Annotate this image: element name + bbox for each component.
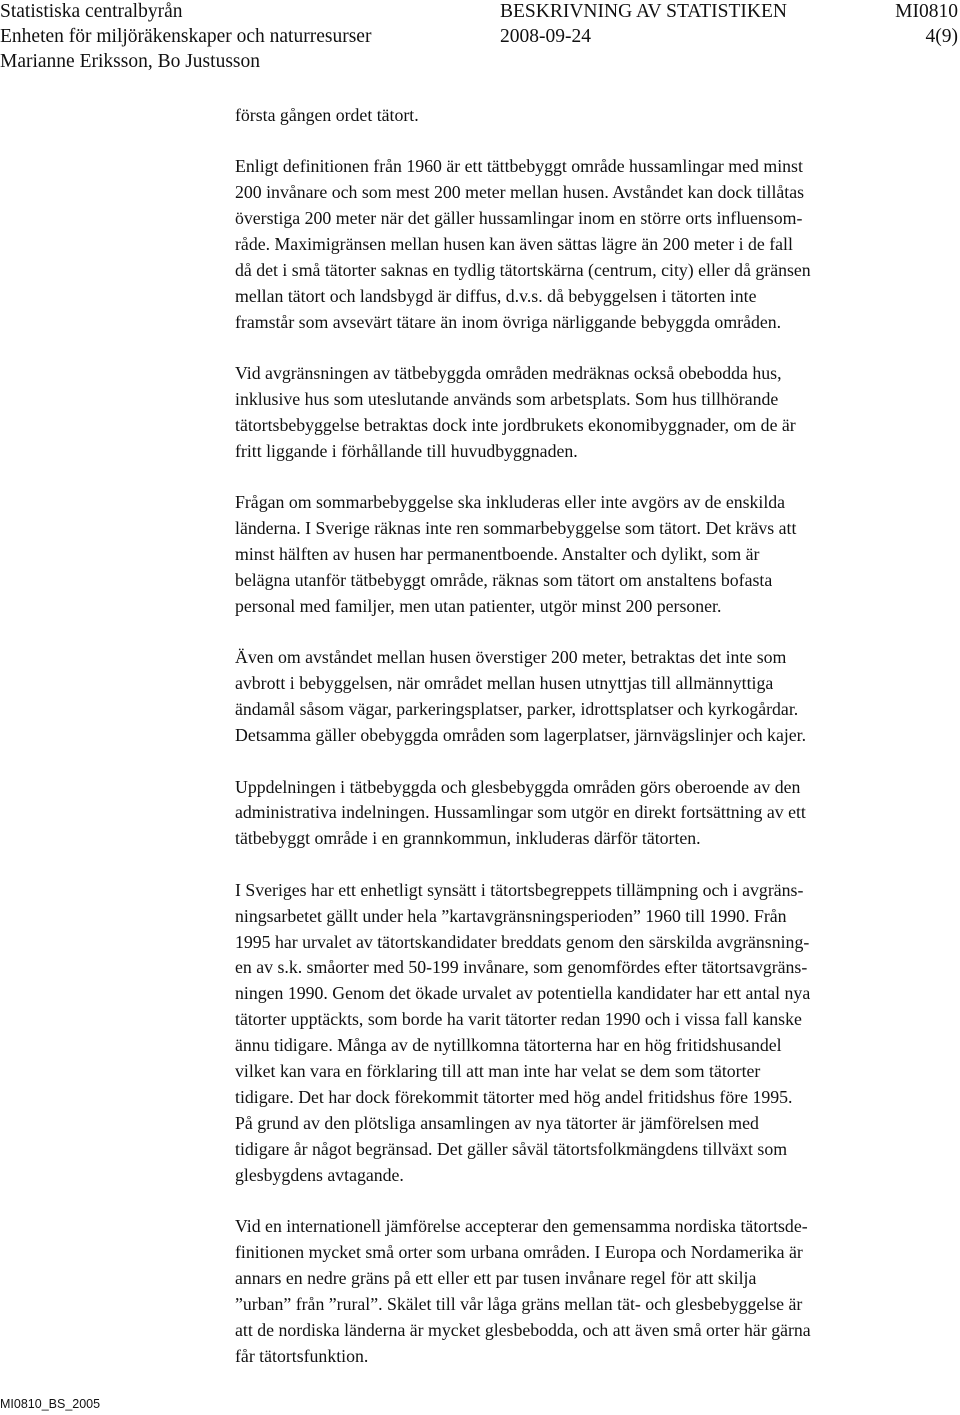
document-type: BESKRIVNING AV STATISTIKEN (500, 1, 787, 22)
paragraph: Vid en internationell jämförelse accepterar den gemensamma nordiska tätortsde- finitionen mycket små orter som urbana områden. I Europa och Nordamerika är annars en nedre gräns på ett eller ett par tusen invånare regel för att skilja ”urban” från ”rural”. Skälet till vår låga gräns mellan tät- och glesbebyggelse är att de nordiska länderna är mycket glesbebodda, och att även små orter här gärna får tätortsfunktion. (235, 1216, 811, 1366)
paragraph: Frågan om sommarbebyggelse ska inkluderas eller inte avgörs av de enskilda länderna. I Sverige räknas inte ren sommarbebyggelse som tätort. Det krävs att minst hälften av husen har permanentboende. Anstalter och dylikt, som är belägna utanför tätbebyggt område, räknas som tätort om anstaltens bofasta personal med familjer, men utan patienter, utgör minst 200 personer. (235, 492, 797, 616)
footer-document-id: MI0810_BS_2005 (0, 1397, 101, 1411)
paragraph: I Sveriges har ett enhetligt synsätt i tätortsbegreppets tillämpning och i avgräns- ningsarbetet gällt under hela ”kartavgränsningsperioden” 1960 till 1990. Från 1995 har urvalet av tätortskandidater breddats genom den särskilda avgränsning- en av s.k. småorter med 50-199 invånare, som genomfördes efter tätortsavgräns- ningen 1990. Genom det ökade urvalet av potentiella kandidater har ett antal nya tätorter upptäckts, som borde ha varit tätorter redan 1990 och i vissa fall kanske ännu tidigare. Många av de nytillkomna tätorterna har en hög fritidshusandel vilket kan vara en förklaring till att man inte har velat se dem som tätorter tidigare. Det har dock förekommit tätorter med hög andel fritidshus före 1995. På grund av den plötsliga ansamlingen av nya tätorter är jämförelsen med tidigare år något begränsad. Det gäller såväl tätortsfolkmängdens tillväxt som glesbygdens avtagande. (235, 879, 811, 1185)
paragraph: Uppdelningen i tätbebyggda och glesbebyggda områden görs oberoende av den administrativa indelningen. Hussamlingar som utgör en direkt fortsättning av ett tätbebyggt område i en grannkommun, inkluderas därför tätorten. (235, 776, 806, 849)
paragraph: Enligt definitionen från 1960 är ett tättbebyggt område hussamlingar med minst 200 invånare och som mest 200 meter mellan husen. Avståndet kan dock tillåtas överstiga 200 meter när det gäller hussamlingar inom en större orts influensom- råde. Maximigränsen mellan husen kan även sättas lägre än 200 meter i de fall då det i små tätorter saknas en tydlig tätortskärna (centrum, city) eller då gränsen mellan tätort och landsbygd är diffus, d.v.s. då bebyggelsen i tätorten inte framstår som avsevärt tätare än inom övriga närliggande bebyggda områden. (235, 156, 811, 332)
unit-name: Enheten för miljöräkenskaper och naturresurser (0, 26, 372, 47)
document-code: MI0810 (895, 1, 958, 22)
authors: Marianne Eriksson, Bo Justusson (0, 51, 260, 72)
page-number: 4(9) (925, 26, 958, 47)
paragraph: första gången ordet tätort. (235, 105, 419, 125)
organization-name: Statistiska centralbyrån (0, 1, 183, 22)
document-date: 2008-09-24 (500, 26, 591, 47)
page-header (0, 0, 960, 80)
body-text (235, 103, 955, 1395)
paragraph: Vid avgränsningen av tätbebyggda områden medräknas också obebodda hus, inklusive hus som uteslutande används som arbetsplats. Som hus tillhörande tätortsbebyggelse betraktas dock inte jordbrukets ekonomibyggnader, om de är fritt liggande i förhållande till huvudbyggnaden. (235, 363, 796, 461)
paragraph: Även om avståndet mellan husen överstiger 200 meter, betraktas det inte som avbrott i bebyggelsen, när området mellan husen utnyttjas till allmännyttiga ändamål såsom vägar, parkeringsplatser, parker, idrottsplatser och kyrkogårdar. Detsamma gäller obebyggda områden som lagerplatser, järnvägslinjer och kajer. (235, 647, 807, 746)
